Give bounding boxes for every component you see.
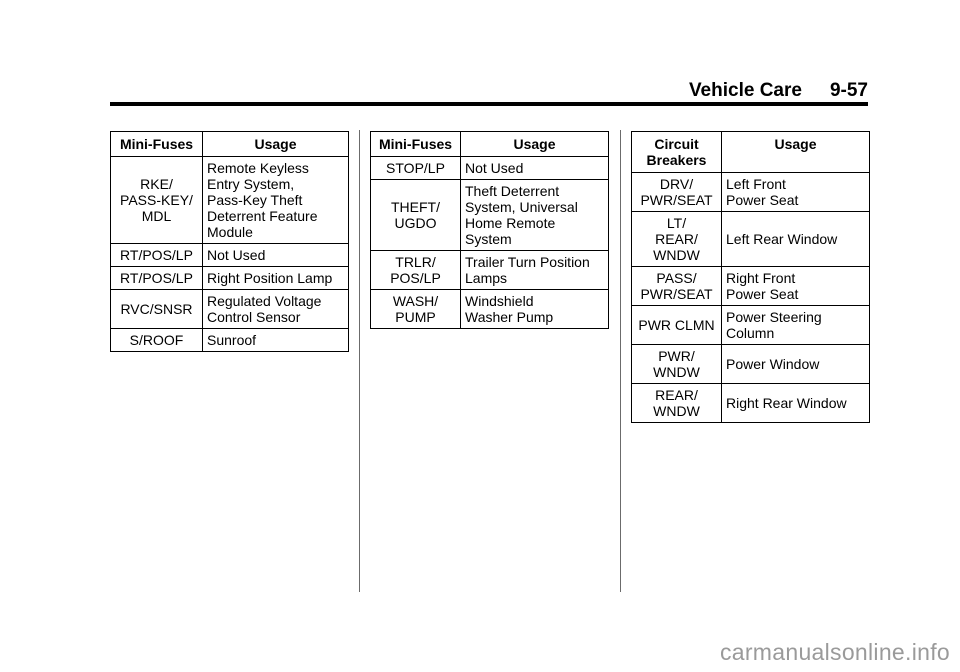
breaker-name: PASS/ PWR/SEAT [632,267,722,306]
table-row [632,345,870,384]
table-row [371,157,609,180]
breaker-usage: Power Window [722,345,870,384]
table-row [632,267,870,306]
column-header: Mini-Fuses [111,132,203,157]
fuse-usage: Theft Deterrent System, Universal Home Remote System [461,180,609,251]
column-header: Usage [461,132,609,157]
fuse-usage: Regulated Voltage Control Sensor [203,290,349,329]
column-header: Usage [722,132,870,173]
table-row [632,384,870,423]
table-row [371,251,609,290]
header-rule [110,102,868,106]
fuse-usage: Trailer Turn Position Lamps [461,251,609,290]
breaker-usage: Right Rear Window [722,384,870,423]
table-row [111,267,349,290]
fuse-usage: Windshield Washer Pump [461,290,609,329]
fuse-name: THEFT/ UGDO [371,180,461,251]
column-header: Usage [203,132,349,157]
column-header: Circuit Breakers [632,132,722,173]
breaker-name: LT/ REAR/ WNDW [632,212,722,267]
breaker-usage: Right Front Power Seat [722,267,870,306]
column-divider-2 [620,130,621,592]
fuse-usage: Sunroof [203,329,349,352]
table-header-row [371,132,609,157]
table-row [111,157,349,244]
fuse-usage: Not Used [461,157,609,180]
breaker-name: PWR/ WNDW [632,345,722,384]
circuit-breakers-table [631,131,870,423]
breaker-usage: Power Steering Column [722,306,870,345]
page-number: 9-57 [829,80,868,101]
table-row [371,290,609,329]
page-header [689,80,868,102]
column-divider-1 [359,130,360,592]
fuse-name: STOP/LP [371,157,461,180]
column-header: Mini-Fuses [371,132,461,157]
fuse-name: RKE/ PASS-KEY/ MDL [111,157,203,244]
fuse-name: S/ROOF [111,329,203,352]
fuse-name: WASH/ PUMP [371,290,461,329]
table-header-row [632,132,870,173]
breaker-name: PWR CLMN [632,306,722,345]
breaker-usage: Left Front Power Seat [722,173,870,212]
table-row [111,329,349,352]
table-row [111,290,349,329]
table-row [632,173,870,212]
fuse-name: TRLR/ POS/LP [371,251,461,290]
fuse-name: RVC/SNSR [111,290,203,329]
mini-fuses-table-1 [110,131,349,352]
breaker-name: DRV/ PWR/SEAT [632,173,722,212]
table-row [632,212,870,267]
table-row [111,244,349,267]
table-header-row [111,132,349,157]
watermark-text: carmanualsonline.info [719,639,950,665]
breaker-usage: Left Rear Window [722,212,870,267]
table-row [371,180,609,251]
fuse-usage: Not Used [203,244,349,267]
table-row [632,306,870,345]
fuse-name: RT/POS/LP [111,267,203,290]
fuse-usage: Right Position Lamp [203,267,349,290]
fuse-usage: Remote Keyless Entry System, Pass-Key Theft Deterrent Feature Module [203,157,349,244]
fuse-name: RT/POS/LP [111,244,203,267]
breaker-name: REAR/ WNDW [632,384,722,423]
section-title: Vehicle Care [688,80,802,101]
mini-fuses-table-2 [370,131,609,329]
